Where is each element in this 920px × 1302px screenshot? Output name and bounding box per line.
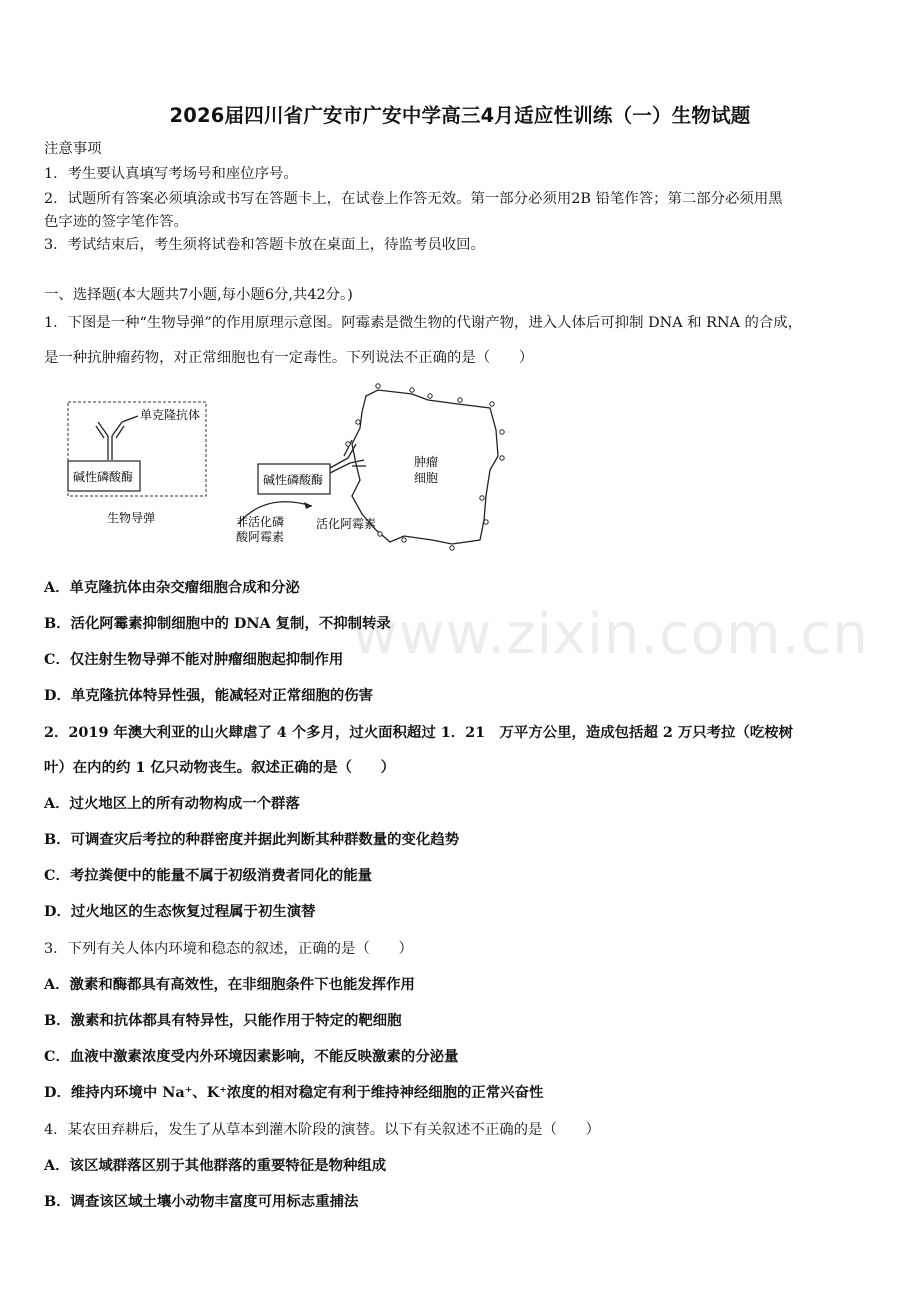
option-3c: C．血液中激素浓度受内外环境因素影响，不能反映激素的分泌量 [44, 1048, 459, 1065]
option-1c: C．仅注射生物导弹不能对肿瘤细胞起抑制作用 [44, 651, 344, 668]
biological-missile-diagram [60, 360, 520, 560]
notice-heading: 注意事项 [44, 141, 102, 157]
notice-item: 色字迹的签字笔作答。 [44, 214, 188, 230]
option-4a: A．该区域群落区别于其他群落的重要特征是物种组成 [44, 1157, 387, 1174]
enzyme-label: 碱性磷酸酶 [73, 470, 134, 484]
question-1-stem: 是一种抗肿瘤药物，对正常细胞也有一定毒性。下列说法不正确的是（ ） [44, 350, 534, 366]
tumor-cell-label-line2: 细胞 [414, 471, 439, 485]
active-label: 活化阿霉素 [316, 517, 377, 531]
option-3a: A．激素和酶都具有高效性，在非细胞条件下也能发挥作用 [44, 976, 415, 993]
antibody-label: 单克隆抗体 [140, 408, 201, 422]
page-title: 2026届四川省广安市广安中学高三4月适应性训练（一）生物试题 [169, 104, 751, 127]
question-4-stem: 4．某农田弃耕后，发生了从草本到灌木阶段的演替。以下有关叙述不正确的是（ ） [44, 1122, 601, 1138]
option-2b: B．可调查灾后考拉的种群密度并据此判断其种群数量的变化趋势 [44, 831, 460, 848]
option-2d: D．过火地区的生态恢复过程属于初生演替 [44, 903, 316, 920]
notice-item: 3．考试结束后，考生须将试卷和答题卡放在桌面上，待监考员收回。 [44, 237, 485, 253]
option-3b: B．激素和抗体都具有特异性，只能作用于特定的靶细胞 [44, 1012, 402, 1029]
missile-caption: 生物导弹 [107, 511, 156, 525]
option-1d: D．单克隆抗体特异性强，能减轻对正常细胞的伤害 [44, 687, 374, 704]
option-1a: A．单克隆抗体由杂交瘤细胞合成和分泌 [44, 579, 300, 596]
option-2c: C．考拉粪便中的能量不属于初级消费者同化的能量 [44, 867, 373, 884]
tumor-cell-label-line1: 肿瘤 [414, 455, 439, 469]
enzyme-label-2: 碱性磷酸酶 [263, 473, 324, 487]
question-2-stem: 叶）在内的约 1 亿只动物丧生。叙述正确的是（ ） [44, 759, 396, 776]
notice-item: 2．试题所有答案必须填涂或书写在答题卡上，在试卷上作答无效。第一部分必须用2B 铅笔作答；第二部分必须用黑 [44, 191, 783, 207]
diagram-svg [60, 360, 520, 560]
inactive-label-line2: 酸阿霉素 [236, 530, 285, 544]
section-heading: 一、选择题(本大题共7小题,每小题6分,共42分。) [44, 287, 353, 303]
option-1b: B．活化阿霉素抑制细胞中的 DNA 复制，不抑制转录 [44, 615, 391, 632]
notice-item: 1．考生要认真填写考场号和座位序号。 [44, 166, 298, 182]
antibody-icon [96, 416, 138, 460]
question-1-stem: 1．下图是一种“生物导弹”的作用原理示意图。阿霉素是微生物的代谢产物，进入人体后可抑制 DNA 和 RNA 的合成， [44, 315, 803, 331]
option-3d: D．维持内环境中 Na⁺、K⁺浓度的相对稳定有利于维持神经细胞的正常兴奋性 [44, 1084, 544, 1101]
question-3-stem: 3．下列有关人体内环境和稳态的叙述，正确的是（ ） [44, 941, 413, 957]
question-2-stem: 2．2019 年澳大利亚的山火肆虐了 4 个多月，过火面积超过 1．21 万平方公里，造成包括超 2 万只考拉（吃桉树 [44, 724, 793, 741]
inactive-label-line1: 非活化磷 [236, 515, 285, 529]
option-2a: A．过火地区上的所有动物构成一个群落 [44, 795, 300, 812]
watermark: www.zixin.com.cn [352, 602, 869, 667]
option-4b: B．调查该区域土壤小动物丰富度可用标志重捕法 [44, 1193, 359, 1210]
